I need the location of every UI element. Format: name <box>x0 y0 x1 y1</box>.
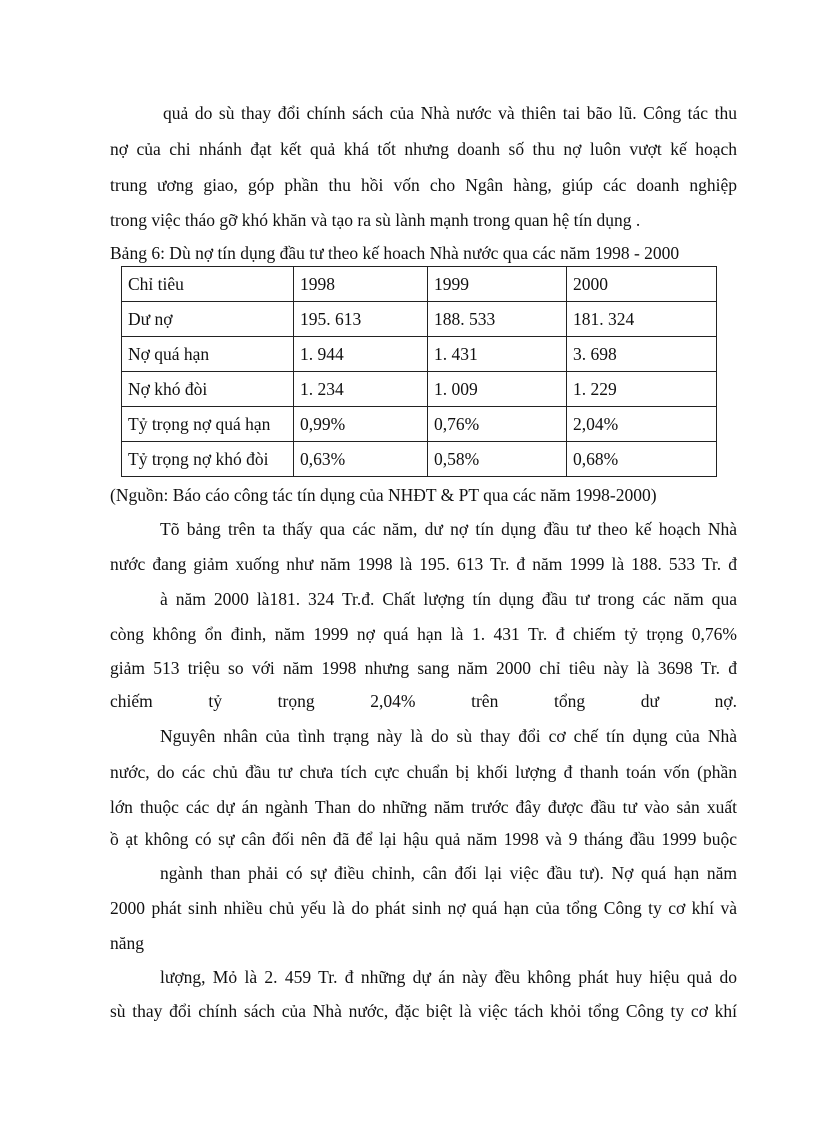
paragraph-line: trong việc tháo gỡ khó khăn và tạo ra sù lành mạnh trong quan hệ tín dụng . <box>110 210 641 230</box>
paragraph-line: nợ của chi nhánh đạt kết quả khá tốt nhưng doanh số thu nợ luôn vượt kế hoạch <box>110 139 737 159</box>
table-cell: Dư nợ <box>122 302 294 337</box>
paragraph-line: 2000 phát sinh nhiều chủ yếu là do phát sinh nợ quá hạn của tổng Công ty cơ khí và <box>110 898 737 918</box>
table-row <box>122 407 717 442</box>
paragraph-line: à năm 2000 là181. 324 Tr.đ. Chất lượng tín dụng đầu tư trong các năm qua <box>160 589 737 609</box>
paragraph-line: lượng, Mỏ là 2. 459 Tr. đ những dự án này đều không phát huy hiệu quả do <box>160 967 737 987</box>
paragraph-line: nước, do các chủ đầu tư chưa tích cực chuẩn bị khối lượng đ thanh toán vốn (phần <box>110 762 737 782</box>
paragraph-line: sù thay đổi chính sách của Nhà nước, đặc biệt là việc tách khỏi tổng Công ty cơ khí <box>110 1001 737 1021</box>
paragraph-line: trung ương giao, góp phần thu hồi vốn cho Ngân hàng, giúp các doanh nghiệp <box>110 175 737 195</box>
table-header-cell: 1999 <box>428 267 567 302</box>
table-cell: 181. 324 <box>567 302 717 337</box>
table-cell: 1. 431 <box>428 337 567 372</box>
table-caption: Bảng 6: Dù nợ tín dụng đầu tư theo kế hoach Nhà nước qua các năm 1998 - 2000 <box>110 243 680 263</box>
paragraph-line: giảm 513 triệu so với năm 1998 nhưng sang năm 2000 chỉ tiêu này là 3698 Tr. đ <box>110 658 737 678</box>
paragraph-line: ngành than phải có sự điều chỉnh, cân đối lại việc đầu tư). Nợ quá hạn năm <box>160 863 737 883</box>
paragraph-line: năng <box>110 933 145 953</box>
table-cell: 0,68% <box>567 442 717 477</box>
paragraph-line: còng không ổn đinh, năm 1999 nợ quá hạn là 1. 431 Tr. đ chiếm tỷ trọng 0,76% <box>110 624 737 644</box>
table-row <box>122 372 717 407</box>
table-header-cell: Chỉ tiêu <box>122 267 294 302</box>
table-row <box>122 442 717 477</box>
table-cell: 0,58% <box>428 442 567 477</box>
table-cell: 1. 944 <box>294 337 428 372</box>
table-header-cell: 2000 <box>567 267 717 302</box>
table-cell: 195. 613 <box>294 302 428 337</box>
debt-table <box>121 266 717 477</box>
table-cell: Tỷ trọng nợ quá hạn <box>122 407 294 442</box>
table-header-row <box>122 267 717 302</box>
table-cell: 0,76% <box>428 407 567 442</box>
table-row <box>122 302 717 337</box>
paragraph-line: lớn thuộc các dự án ngành Than do những năm trước đây được đầu tư vào sản xuất <box>110 797 737 817</box>
table-cell: 0,63% <box>294 442 428 477</box>
table-cell: 3. 698 <box>567 337 717 372</box>
paragraph-line: nước đang giảm xuống như năm 1998 là 195. 613 Tr. đ năm 1999 là 188. 533 Tr. đ <box>110 554 737 574</box>
table-row <box>122 337 717 372</box>
table-cell: Tỷ trọng nợ khó đòi <box>122 442 294 477</box>
table-cell: 0,99% <box>294 407 428 442</box>
table-cell: 1. 009 <box>428 372 567 407</box>
table-cell: 188. 533 <box>428 302 567 337</box>
table-header-cell: 1998 <box>294 267 428 302</box>
paragraph-line: Tõ bảng trên ta thấy qua các năm, dư nợ tín dụng đầu tư theo kế hoạch Nhà <box>160 519 737 539</box>
paragraph-line: Nguyên nhân của tình trạng này là do sù thay đổi cơ chế tín dụng của Nhà <box>160 726 737 746</box>
table-cell: 2,04% <box>567 407 717 442</box>
paragraph-line: quả do sù thay đổi chính sách của Nhà nước và thiên tai bão lũ. Công tác thu <box>163 103 737 123</box>
table-cell: Nợ quá hạn <box>122 337 294 372</box>
paragraph-line: ồ ạt không có sự cân đối nên đã để lại hậu quả năm 1998 và 9 tháng đầu 1999 buộc <box>110 829 737 849</box>
paragraph-line: chiếm tỷ trọng 2,04% trên tổng dư nợ. <box>110 691 737 711</box>
table-cell: Nợ khó đòi <box>122 372 294 407</box>
source-note: (Nguồn: Báo cáo công tác tín dụng của NHĐT & PT qua các năm 1998-2000) <box>110 485 657 505</box>
table-cell: 1. 234 <box>294 372 428 407</box>
table-cell: 1. 229 <box>567 372 717 407</box>
